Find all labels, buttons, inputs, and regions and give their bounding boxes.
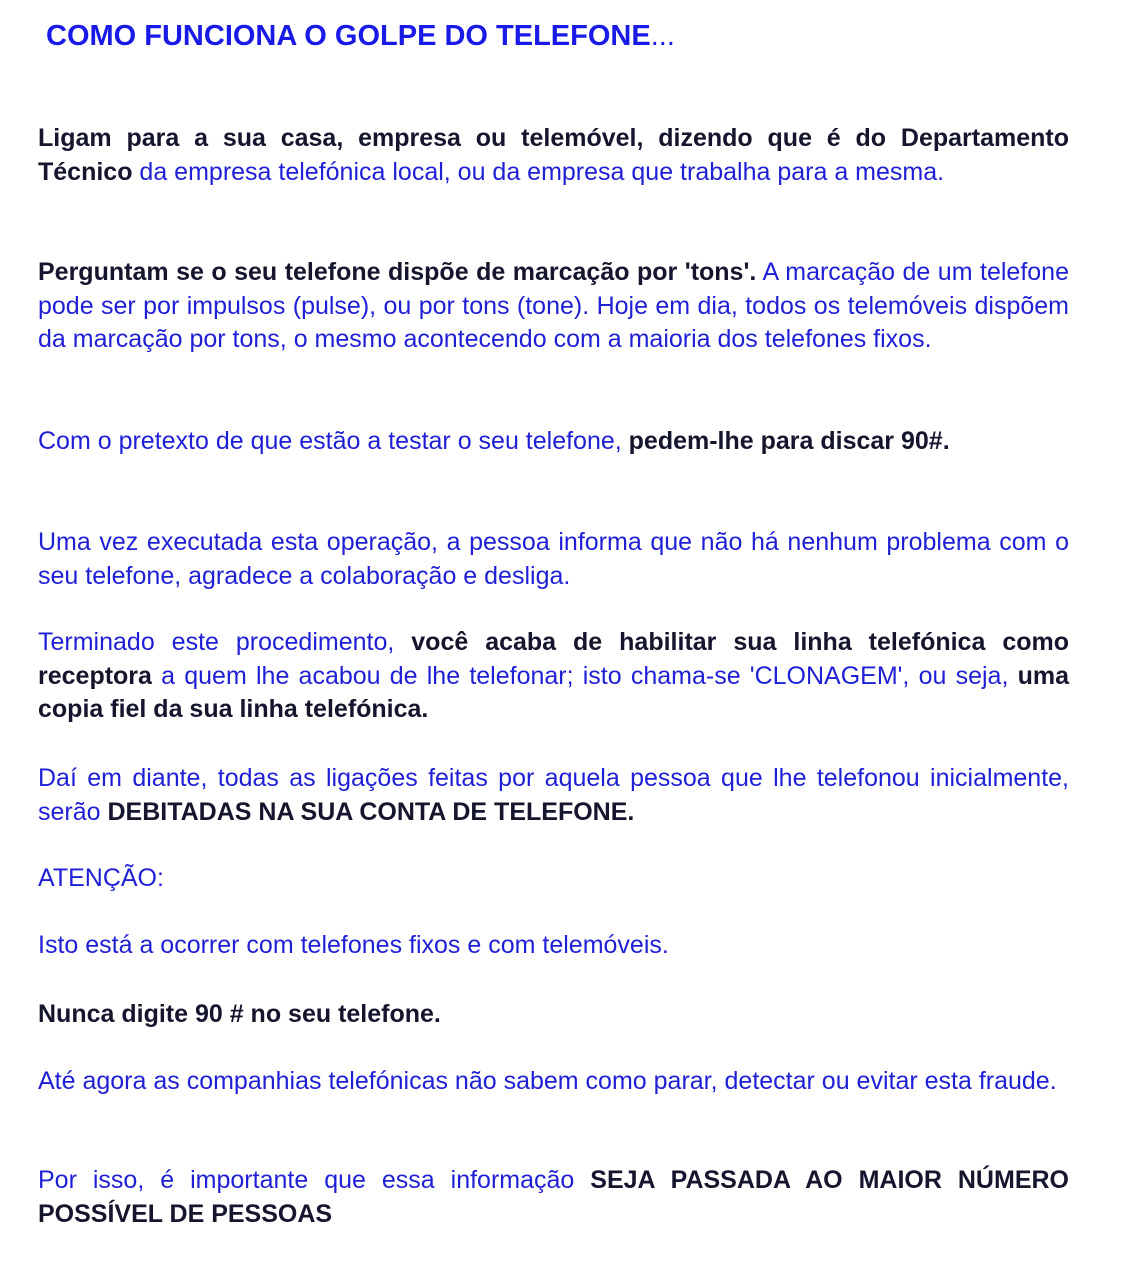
paragraph-companies [38, 1065, 1069, 1099]
paragraph-cloning [38, 626, 1069, 727]
title-main: COMO FUNCIONA O GOLPE DO TELEFONE [46, 20, 651, 52]
paragraph-billing-bold: DEBITADAS NA SUA CONTA DE TELEFONE. [107, 797, 635, 826]
paragraph-attention-text: ATENÇÃO: [38, 864, 164, 892]
paragraph-affected-phones [38, 929, 1069, 963]
paragraph-share-bold: SEJA PASSADA AO MAIOR NÚMERO POSSÍVEL DE PESSOAS [38, 1166, 1069, 1228]
document-title [46, 18, 675, 54]
paragraph-share [38, 1164, 1069, 1231]
paragraph-warning [38, 998, 1069, 1032]
paragraph-cloning-text-2: a quem lhe acabou de lhe telefonar; isto chama-se 'CLONAGEM', ou seja, [151, 661, 1018, 690]
paragraph-tone-dialing-text: A marcação de um telefone pode ser por impulsos (pulse), ou por tons (tone). Hoje em dia, todos os telemóveis dispõem da marcação por tons, o mesmo acontecendo com a maioria dos telefones fixos. [38, 258, 1069, 353]
paragraph-test-pretext-text: Com o pretexto de que estão a testar o seu telefone, [38, 427, 629, 455]
paragraph-test-pretext-bold: pedem-lhe para discar 90#. [628, 427, 950, 455]
paragraph-billing [38, 762, 1069, 829]
paragraph-attention [38, 862, 1069, 896]
paragraph-call-claim-bold: Ligam para a sua casa, empresa ou telemóvel, dizendo que é do Departamento Técnico [38, 124, 1069, 186]
paragraph-cloning-bold-2: uma copia fiel da sua linha telefónica. [38, 661, 1069, 723]
paragraph-affected-phones-text: Isto está a ocorrer com telefones fixos e com telemóveis. [38, 931, 669, 959]
paragraph-cloning-bold-1: você acaba de habilitar sua linha telefónica como receptora [38, 628, 1069, 690]
paragraph-call-claim-text: da empresa telefónica local, ou da empresa que trabalha para a mesma. [132, 157, 945, 186]
paragraph-test-pretext [38, 425, 1069, 459]
paragraph-cloning-text-1: Terminado este procedimento, [38, 628, 412, 656]
paragraph-hang-up [38, 526, 1069, 593]
paragraph-tone-dialing [38, 256, 1069, 357]
title-ellipsis: ... [650, 20, 675, 52]
paragraph-warning-bold: Nunca digite 90 # no seu telefone. [38, 1000, 441, 1028]
paragraph-companies-text: Até agora as companhias telefónicas não sabem como parar, detectar ou evitar esta fraude. [38, 1067, 1057, 1095]
paragraph-hang-up-text: Uma vez executada esta operação, a pessoa informa que não há nenhum problema com o seu telefone, agradece a colaboração e desliga. [38, 528, 1069, 590]
paragraph-billing-text: Daí em diante, todas as ligações feitas por aquela pessoa que lhe telefonou inicialmente, serão [38, 764, 1069, 826]
paragraph-tone-dialing-bold: Perguntam se o seu telefone dispõe de marcação por 'tons'. [38, 258, 757, 286]
paragraph-call-claim [38, 122, 1069, 189]
paragraph-share-text: Por isso, é importante que essa informação [38, 1166, 591, 1194]
